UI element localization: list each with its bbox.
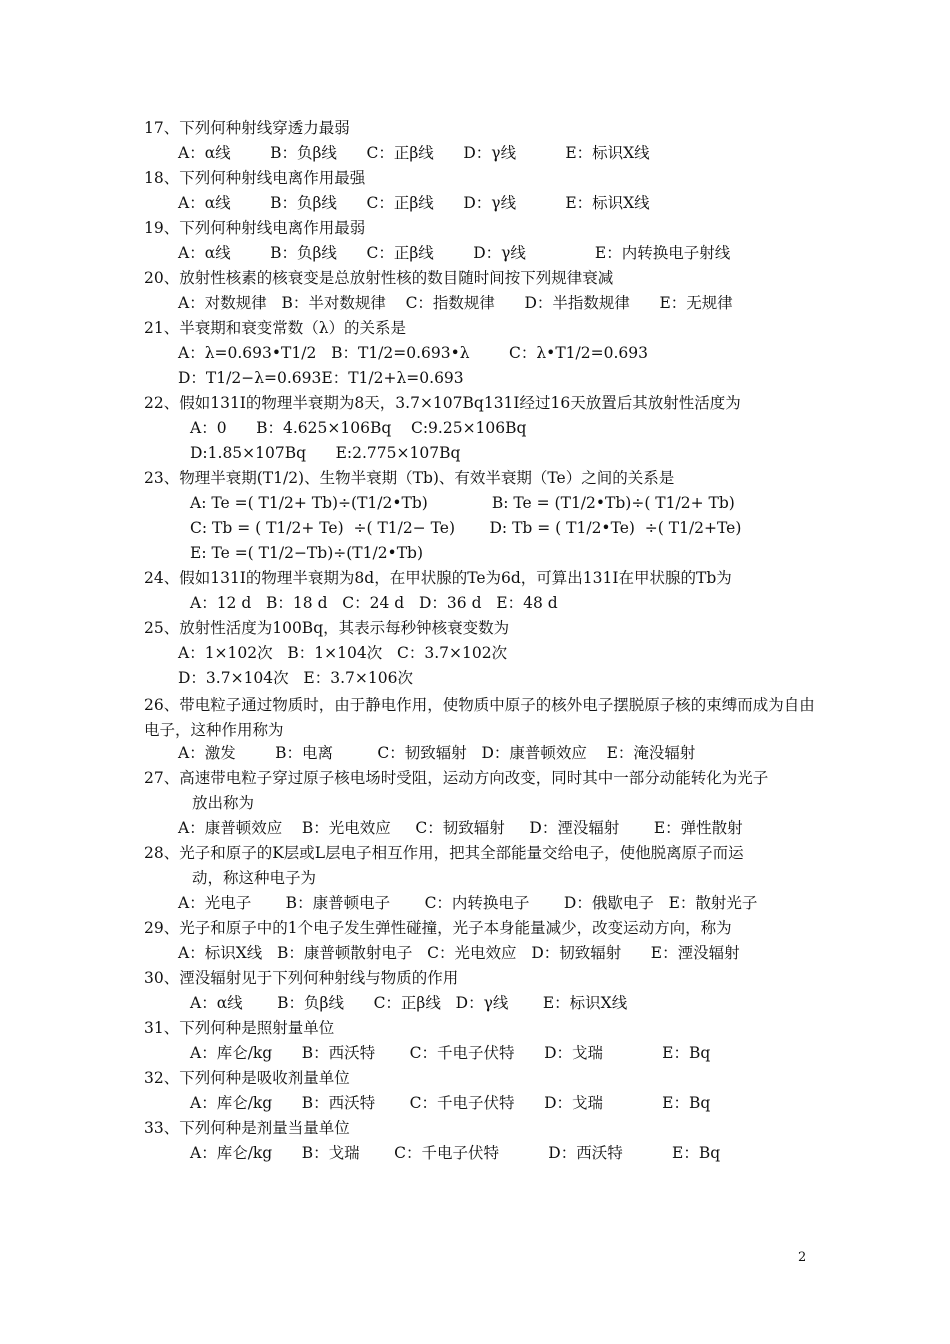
question-23-options: A: Te =( T1/2+ Tb)÷(T1/2•Tb) B: Te = (T1/2•Tb)÷( T1/2+ Tb) [190, 494, 735, 512]
page-number: 2 [798, 1250, 807, 1265]
question-21: 21、半衰期和衰变常数（λ）的关系是 [144, 319, 407, 337]
question-27-options: A：康普顿效应 B：光电效应 C：韧致辐射 D：湮没辐射 E：弹性散射 [178, 819, 743, 837]
question-31-options: A：库仑/kg B：西沃特 C：千电子伏特 D：戈瑞 E：Bq [190, 1044, 711, 1062]
question-21-options: A：λ=0.693•T1/2 B：T1/2=0.693•λ C：λ•T1/2=0.693 [178, 344, 648, 362]
question-18: 18、下列何种射线电离作用最强 [144, 169, 366, 187]
question-18-options: A：α线 B：负β线 C：正β线 D：γ线 E：标识X线 [178, 194, 650, 212]
question-22: 22、假如131I的物理半衰期为8天，3.7×107Bq131I经过16天放置后其放射性活度为 [144, 394, 741, 412]
question-33-options: A：库仑/kg B：戈瑞 C：千电子伏特 D：西沃特 E：Bq [190, 1144, 721, 1162]
question-28-options: A：光电子 B：康普顿电子 C：内转换电子 D：俄歇电子 E：散射光子 [178, 894, 758, 912]
question-28: 28、光子和原子的K层或L层电子相互作用，把其全部能量交给电子，使他脱离原子而运 [144, 844, 744, 862]
question-26: 26、带电粒子通过物质时，由于静电作用，使物质中原子的核外电子摆脱原子核的束缚而成为自由电子，这种作用称为 [144, 696, 815, 739]
question-26-options: A：激发 B：电离 C：韧致辐射 D：康普顿效应 E：淹没辐射 [178, 744, 696, 762]
question-30: 30、湮没辐射见于下列何种射线与物质的作用 [144, 969, 459, 987]
question-29: 29、光子和原子中的1个电子发生弹性碰撞，光子本身能量减少，改变运动方向，称为 [144, 919, 732, 937]
question-25: 25、放射性活度为100Bq，其表示每秒钟核衰变数为 [144, 619, 510, 637]
question-22-options-2: D:1.85×107Bq E:2.775×107Bq [190, 444, 461, 462]
question-24: 24、假如131I的物理半衰期为8d，在甲状腺的Te为6d，可算出131I在甲状腺的Tb为 [144, 569, 732, 587]
question-31: 31、下列何种是照射量单位 [144, 1019, 335, 1037]
question-24-options: A：12 d B：18 d C：24 d D：36 d E：48 d [190, 594, 558, 612]
question-30-options: A：α线 B：负β线 C：正β线 D：γ线 E：标识X线 [190, 994, 628, 1012]
question-23: 23、物理半衰期(T1/2)、生物半衰期（Tb)、有效半衰期（Te）之间的关系是 [144, 469, 675, 487]
question-29-options: A：标识X线 B：康普顿散射电子 C：光电效应 D：韧致辐射 E：湮没辐射 [178, 944, 740, 962]
question-25-options: A：1×102次 B：1×104次 C：3.7×102次 [178, 644, 508, 662]
question-20: 20、放射性核素的核衰变是总放射性核的数目随时间按下列规律衰减 [144, 269, 614, 287]
question-27-continuation: 放出称为 [192, 794, 255, 812]
question-23-options-3: E: Te =( T1/2−Tb)÷(T1/2•Tb) [190, 544, 424, 562]
question-21-options-2: D：T1/2−λ=0.693E：T1/2+λ=0.693 [178, 369, 464, 387]
question-22-options: A：0 B：4.625×106Bq C:9.25×106Bq [190, 419, 527, 437]
question-19-options: A：α线 B：负β线 C：正β线 D：γ线 E：内转换电子射线 [178, 244, 731, 262]
question-32-options: A：库仑/kg B：西沃特 C：千电子伏特 D：戈瑞 E：Bq [190, 1094, 711, 1112]
question-17-options: A：α线 B：负β线 C：正β线 D：γ线 E：标识X线 [178, 144, 650, 162]
question-17: 17、下列何种射线穿透力最弱 [144, 119, 350, 137]
question-32: 32、下列何种是吸收剂量单位 [144, 1069, 350, 1087]
question-33: 33、下列何种是剂量当量单位 [144, 1119, 350, 1137]
question-20-options: A：对数规律 B：半对数规律 C：指数规律 D：半指数规律 E：无规律 [178, 294, 733, 312]
question-27: 27、高速带电粒子穿过原子核电场时受阻，运动方向改变，同时其中一部分动能转化为光子 [144, 769, 769, 787]
question-19: 19、下列何种射线电离作用最弱 [144, 219, 366, 237]
question-25-options-2: D：3.7×104次 E：3.7×106次 [178, 669, 413, 687]
question-28-continuation: 动，称这种电子为 [192, 869, 317, 887]
question-23-options-2: C: Tb = ( T1/2+ Te) ÷( T1/2− Te) D: Tb = ( T1/2•Te) ÷( T1/2+Te) [190, 519, 742, 537]
